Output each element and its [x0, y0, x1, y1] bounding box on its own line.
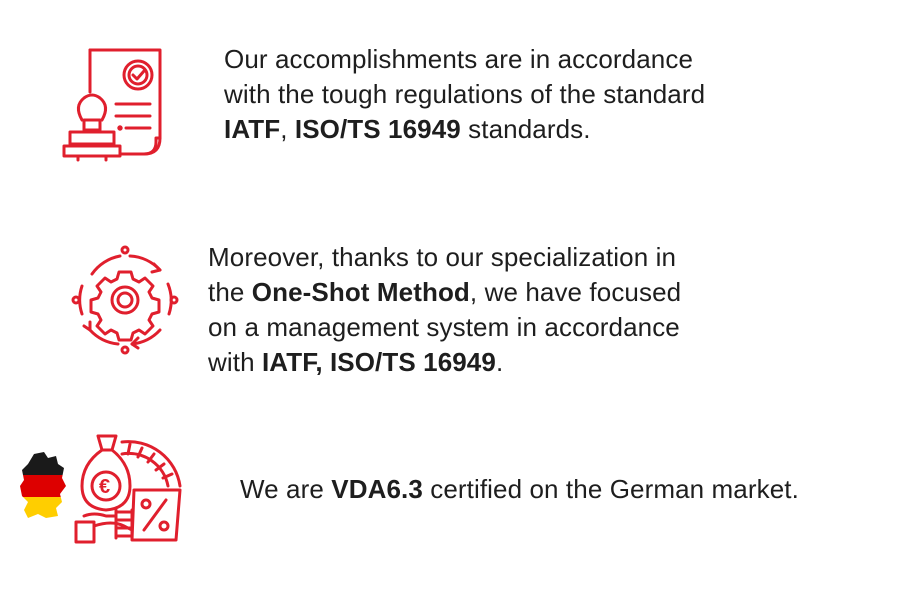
germany-map-flag-icon [18, 452, 68, 520]
accomplishment-text [224, 42, 705, 147]
text-line: the One-Shot Method, we have focused [208, 277, 682, 307]
certificate-stamp-icon [56, 42, 176, 167]
text-line: Moreover, thanks to our specialization in [208, 242, 677, 272]
text-line: We are VDA6.3 certified on the German market. [240, 474, 799, 504]
svg-text:€: € [99, 476, 111, 498]
vda-certification-text [240, 472, 799, 507]
specialization-text [208, 240, 681, 380]
text-line: with IATF, ISO/TS 16949. [208, 347, 504, 377]
text-line: IATF, ISO/TS 16949 standards. [224, 114, 591, 144]
euro-money-bag-icon [72, 430, 190, 546]
gear-cycle-icon [70, 244, 180, 356]
text-line: Our accomplishments are in accordance [224, 44, 694, 74]
text-line: with the tough regulations of the standard [224, 79, 706, 109]
text-line: on a management system in accordance [208, 312, 680, 342]
